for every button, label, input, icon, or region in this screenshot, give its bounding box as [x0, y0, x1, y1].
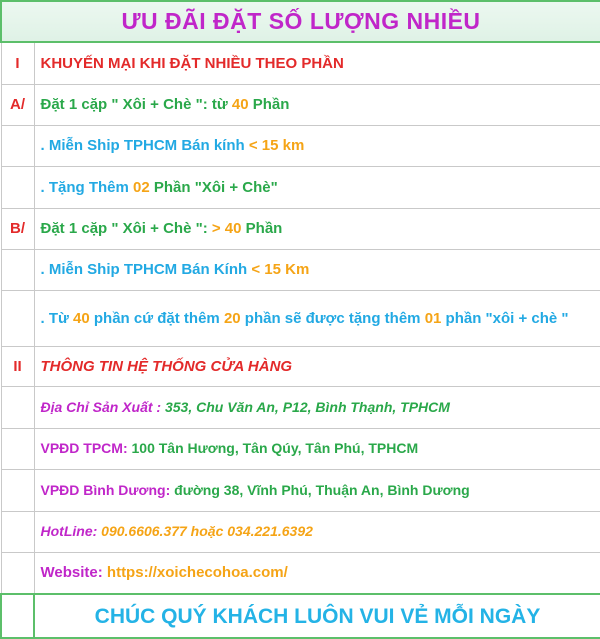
website-line [34, 552, 600, 594]
empty-index-cell [1, 386, 34, 428]
offer-a-ship-row [1, 125, 600, 166]
empty-index-cell [1, 166, 34, 208]
hotline-row [1, 511, 600, 552]
section2-index: II [1, 346, 34, 386]
website-link[interactable]: https://xoichecohoa.com/ [106, 564, 288, 582]
offer-b-bonus-line [34, 290, 600, 346]
address-label: Địa Chỉ Sản Xuất : [40, 398, 165, 415]
empty-index-cell [1, 290, 34, 346]
section1-heading: KHUYẾN MẠI KHI ĐẶT NHIỀU THEO PHẦN [34, 42, 600, 84]
office1-row [1, 428, 600, 469]
website-label: Website: [40, 564, 107, 582]
offer-a-ship-limit: < 15 km [248, 137, 305, 154]
offer-b-line [34, 208, 600, 249]
section1-index: I [1, 42, 34, 84]
office2-row [1, 469, 600, 511]
page-title: ƯU ĐÃI ĐẶT SỐ LƯỢNG NHIỀU [1, 1, 600, 42]
bonus-part-2: phần cứ đặt thêm [89, 309, 224, 327]
empty-index-cell [1, 469, 34, 511]
empty-index-cell [1, 428, 34, 469]
office1-label: VPĐD TPCM: [40, 440, 132, 456]
offer-a-line [34, 84, 600, 125]
footer-row [1, 594, 600, 638]
offer-b-ship-line [34, 249, 600, 290]
offer-a-ship-line [34, 125, 600, 166]
hotline-value[interactable]: 090.6606.377 hoặc 034.221.6392 [101, 523, 313, 539]
footer-spacer [1, 594, 34, 638]
bonus-part-4: phần "xôi + chè " [441, 309, 569, 327]
offer-a-prefix: Đặt 1 cặp " Xôi + Chè ": từ [40, 96, 232, 113]
offer-b-row [1, 208, 600, 249]
hotline-label: HotLine: [40, 523, 102, 539]
section2-row [1, 346, 600, 386]
empty-index-cell [1, 552, 34, 594]
website-row [1, 552, 600, 594]
bonus-part-1: . Từ [40, 309, 74, 327]
offer-b-quantity: > 40 [211, 220, 242, 237]
offer-a-quantity: 40 [231, 96, 249, 113]
offer-a-row [1, 84, 600, 125]
office1-line [34, 428, 600, 469]
empty-index-cell [1, 249, 34, 290]
empty-index-cell [1, 511, 34, 552]
offer-b-prefix: Đặt 1 cặp " Xôi + Chè ": [40, 220, 212, 237]
offer-b-ship-row [1, 249, 600, 290]
offer-b-ship-text: . Miễn Ship TPHCM Bán Kính [40, 261, 252, 278]
offer-a-gift-prefix: . Tặng Thêm [40, 178, 134, 196]
footer-message: CHÚC QUÝ KHÁCH LUÔN VUI VẺ MỖI NGÀY [34, 594, 600, 638]
address-row [1, 386, 600, 428]
empty-index-cell [1, 125, 34, 166]
offer-a-suffix: Phần [248, 96, 290, 113]
office2-line [34, 469, 600, 511]
bonus-num-2: 20 [223, 309, 241, 327]
office2-value: đường 38, Vĩnh Phú, Thuận An, Bình Dương [174, 481, 470, 498]
offer-a-gift-suffix: Phần "Xôi + Chè" [149, 178, 278, 196]
address-line [34, 386, 600, 428]
offer-a-ship-text: . Miễn Ship TPHCM Bán kính [40, 137, 249, 154]
offer-a-gift-line [34, 166, 600, 208]
offer-a-gift-num: 02 [133, 178, 150, 196]
offer-b-ship-limit: < 15 Km [251, 261, 310, 278]
title-row [1, 1, 600, 42]
section1-row [1, 42, 600, 84]
bonus-part-3: phần sẽ được tặng thêm [240, 309, 425, 327]
address-value: 353, Chu Văn An, P12, Bình Thạnh, TPHCM [164, 398, 450, 415]
offer-b-bonus-row [1, 290, 600, 346]
bonus-num-3: 01 [424, 309, 442, 327]
offer-a-index: A/ [1, 84, 34, 125]
hotline-line [34, 511, 600, 552]
office1-value: 100 Tân Hương, Tân Qúy, Tân Phú, TPHCM [131, 440, 419, 456]
bonus-num-1: 40 [73, 309, 90, 327]
offer-b-suffix: Phần [241, 220, 283, 237]
offer-b-index: B/ [1, 208, 34, 249]
section2-heading: THÔNG TIN HỆ THỐNG CỬA HÀNG [34, 346, 600, 386]
office2-label: VPĐD Bình Dương: [40, 481, 175, 498]
offer-a-gift-row [1, 166, 600, 208]
